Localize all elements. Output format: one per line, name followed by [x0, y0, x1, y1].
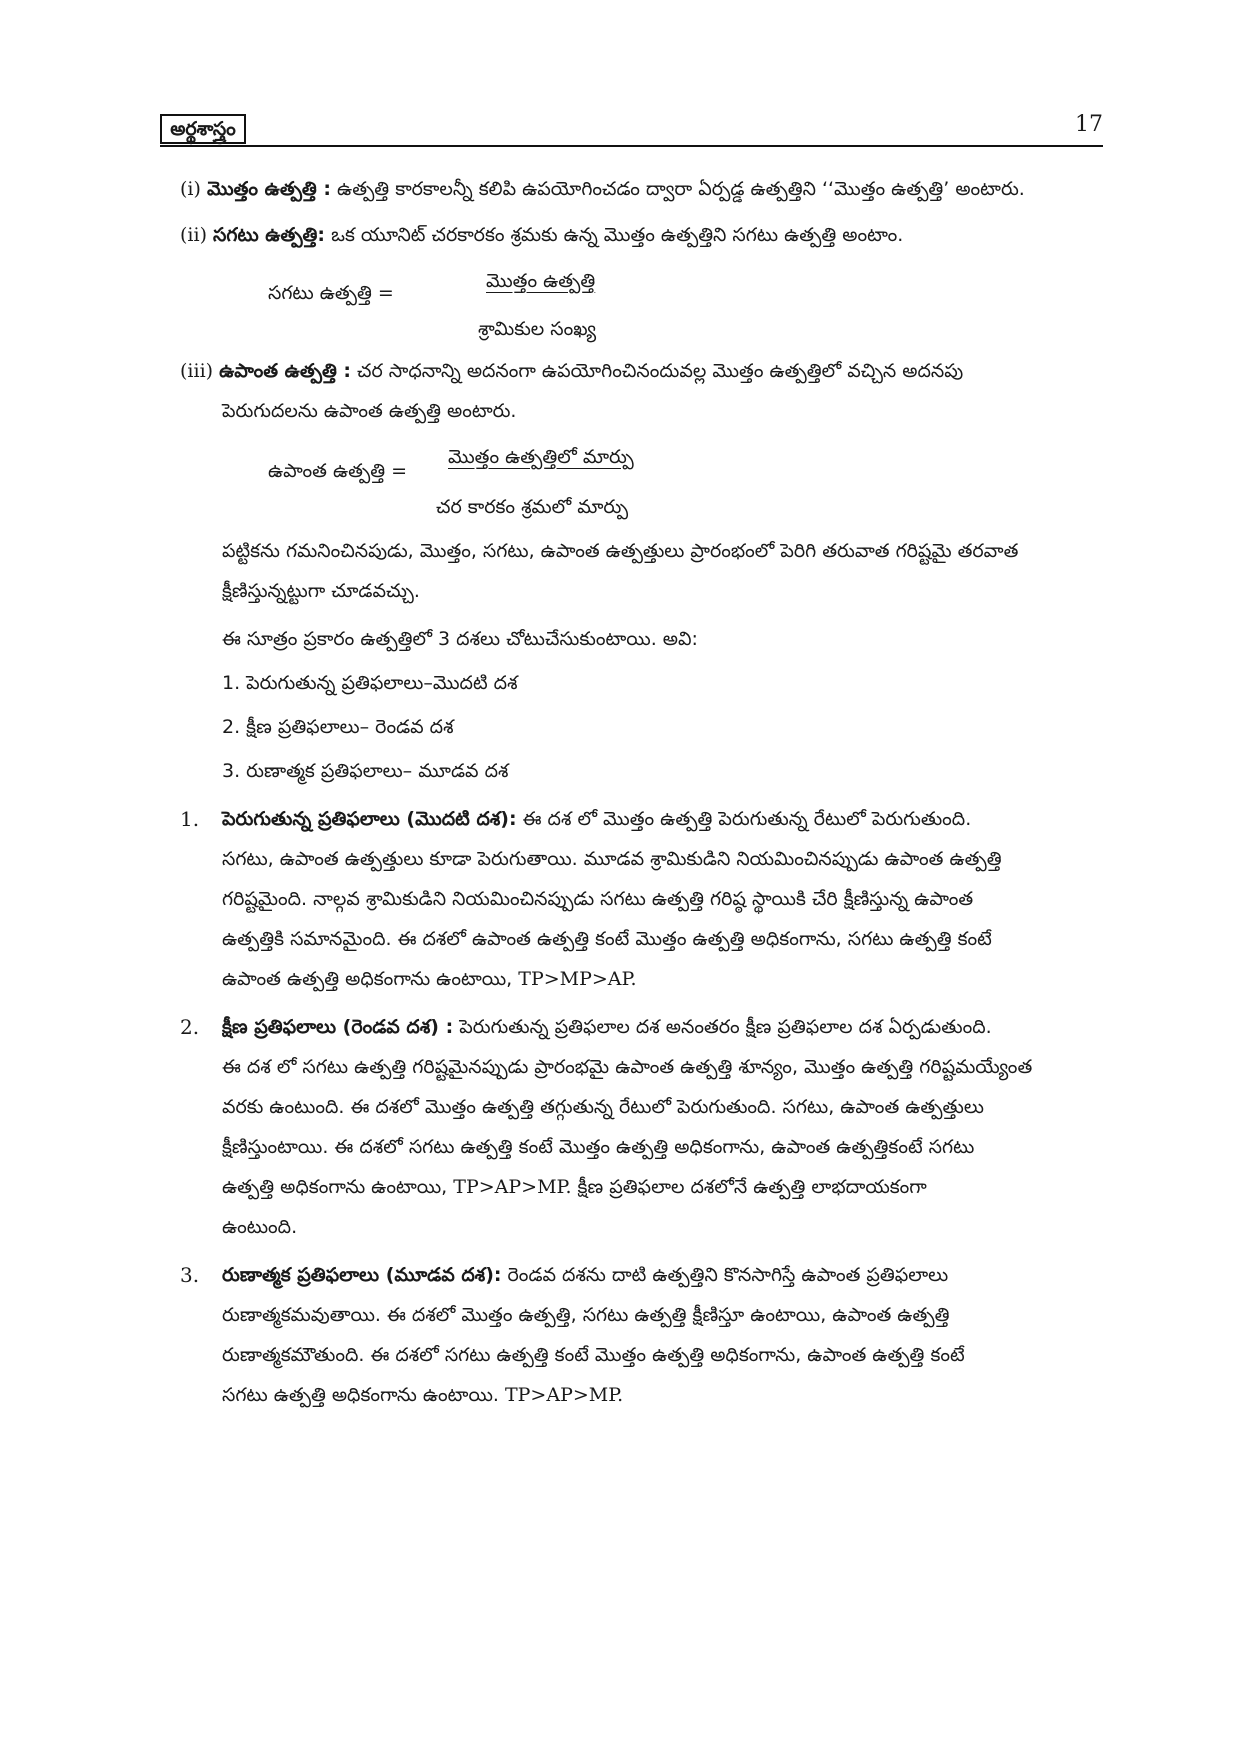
stage-number: 1. [180, 807, 200, 831]
stage-3-heading-line [222, 1262, 948, 1288]
definition-average [180, 222, 903, 248]
stage-text-line: రుణాత్మకమౌతుంది. ఈ దశలో సగటు ఉత్పత్తి కంటే మొత్తం ఉత్పత్తి అధికంగాను, ఉపాంత ఉత్పత్తి కంటే [222, 1344, 965, 1366]
stage-text-line [222, 1174, 927, 1200]
stage-text-line: ఈ దశ లో సగటు ఉత్పత్తి గరిష్టమైనప్పుడు ప్రారంభమై ఉపాంత ఉత్పత్తి శూన్యం, మొత్తం ఉత్పత్తి గరిష్టమయ్యేంత [222, 1056, 1033, 1078]
stage-number: 3. [180, 1263, 200, 1287]
stage-text-line: ఉత్పత్తికి సమానమైంది. ఈ దశలో ఉపాంత ఉత్పత్తి కంటే మొత్తం ఉత్పత్తి అధికంగాను, సగటు ఉత్పత్తి కంటే [222, 928, 992, 950]
definition-term: సగటు ఉత్పత్తి: [213, 224, 326, 246]
formula-average-numerator: మొత్తం ఉత్పత్తి [486, 270, 596, 292]
definition-term: మొత్తం ఉత్పత్తి : [206, 178, 331, 200]
stages-list-item: 1. పెరుగుతున్న ప్రతిఫలాలు–మొదటి దశ [222, 672, 518, 694]
header-rule [160, 145, 1103, 147]
definition-label: (iii) [180, 360, 214, 382]
formula-average-lhs: సగటు ఉత్పత్తి = [268, 282, 394, 304]
stages-list-item: 2. క్షీణ ప్రతిఫలాలు– రెండవ దశ [222, 716, 454, 738]
stage-2-heading-line [222, 1014, 992, 1040]
definition-text: ఒక యూనిట్ చరకారకం శ్రమకు ఉన్న మొత్తం ఉత్పత్తిని సగటు ఉత్పత్తి అంటాం. [325, 224, 904, 246]
header-title: అర్థశాస్త్రం [170, 118, 236, 140]
stage-text: సగటు ఉత్పత్తి అధికంగాను ఉంటాయి. [222, 1384, 505, 1406]
formula-marginal-lhs: ఉపాంత ఉత్పత్తి = [268, 460, 408, 482]
stage-text: క్షీణ ప్రతిఫలాల దశలోనే ఉత్పత్తి లాభదాయకంగా [571, 1176, 927, 1198]
stage-text: ఉపాంత ఉత్పత్తి అధికంగాను ఉంటాయి, [222, 968, 519, 990]
stage-number: 2. [180, 1015, 200, 1039]
stages-list-item: 3. రుణాత్మక ప్రతిఫలాలు– మూడవ దశ [222, 760, 509, 782]
page-number: 17 [1075, 112, 1103, 137]
definition-total [180, 176, 1025, 202]
stage-text: ఈ దశ లో మొత్తం ఉత్పత్తి పెరుగుతున్న రేటులో పెరుగుతుంది. [516, 808, 972, 830]
stage-relation: TP>AP>MP. [453, 1176, 572, 1198]
formula-marginal-numerator: మొత్తం ఉత్పత్తిలో మార్పు [448, 446, 634, 468]
stage-text-line: సగటు, ఉపాంత ఉత్పత్తులు కూడా పెరుగుతాయి. మూడవ శ్రామికుడిని నియమించినప్పుడు ఉపాంత ఉత్పత్తి [222, 848, 1002, 870]
stage-text: ఉత్పత్తి అధికంగాను ఉంటాయి, [222, 1176, 454, 1198]
formula-average-denominator: శ్రామికుల సంఖ్య [478, 318, 597, 340]
definition-text: ఉత్పత్తి కారకాలన్నీ కలిపి ఉపయోగించడం ద్వారా ఏర్పడ్డ ఉత్పత్తిని ‘‘మొత్తం ఉత్పత్తి’ అంటారు. [331, 178, 1025, 200]
definition-text: చర సాధనాన్ని అదనంగా ఉపయోగించినందువల్ల మొత్తం ఉత్పత్తిలో వచ్చిన అదనపు [351, 360, 964, 382]
stage-relation: TP>AP>MP. [504, 1384, 624, 1406]
definition-marginal [180, 358, 1103, 384]
stage-title: రుణాత్మక ప్రతిఫలాలు (మూడవ దశ): [222, 1264, 502, 1286]
observation-line: క్షీణిస్తున్నట్టుగా చూడవచ్చు. [222, 580, 420, 602]
definition-term: ఉపాంత ఉత్పత్తి : [219, 360, 352, 382]
stage-text-line: క్షీణిస్తుంటాయి. ఈ దశలో సగటు ఉత్పత్తి కంటే మొత్తం ఉత్పత్తి అధికంగాను, ఉపాంత ఉత్పత్తికంటే సగటు [222, 1136, 975, 1158]
stage-text-line [222, 1382, 623, 1408]
header-title-box [160, 114, 246, 144]
stage-1-heading-line [222, 806, 971, 832]
stage-text-line: రుణాత్మకమవుతాయి. ఈ దశలో మొత్తం ఉత్పత్తి, సగటు ఉత్పత్తి క్షీణిస్తూ ఉంటాయి, ఉపాంత ఉత్పత్తి [222, 1304, 950, 1326]
stage-title: క్షీణ ప్రతిఫలాలు (రెండవ దశ) : [222, 1016, 454, 1038]
stage-text-line: ఉంటుంది. [222, 1216, 298, 1238]
definition-marginal-line2: పెరుగుదలను ఉపాంత ఉత్పత్తి అంటారు. [222, 400, 517, 422]
stage-title: పెరుగుతున్న ప్రతిఫలాలు (మొదటి దశ): [222, 808, 517, 830]
stage-text-line: వరకు ఉంటుంది. ఈ దశలో మొత్తం ఉత్పత్తి తగ్గుతున్న రేటులో పెరుగుతుంది. సగటు, ఉపాంత ఉత్పత్తులు [222, 1096, 984, 1118]
stage-text: పెరుగుతున్న ప్రతిఫలాల దశ అనంతరం క్షీణ ప్రతిఫలాల దశ ఏర్పడుతుంది. [453, 1016, 992, 1038]
stage-relation: TP>MP>AP. [518, 968, 637, 990]
stage-text-line [222, 966, 637, 992]
definition-label: (i) [180, 178, 201, 200]
observation-line: ఈ సూత్రం ప్రకారం ఉత్పత్తిలో 3 దశలు చోటుచేసుకుంటాయి. అవి: [222, 628, 698, 650]
stage-text-line: గరిష్టమైంది. నాల్గవ శ్రామికుడిని నియమించినప్పుడు సగటు ఉత్పత్తి గరిష్ఠ స్థాయికి చేరి క్షీణిస్తున్న ఉపాంత [222, 888, 974, 910]
formula-marginal-denominator: చర కారకం శ్రమలో మార్పు [436, 496, 629, 518]
stage-text: రెండవ దశను దాటి ఉత్పత్తిని కొనసాగిస్తే ఉపాంత ప్రతిఫలాలు [501, 1264, 949, 1286]
observation-line: పట్టికను గమనించినపుడు, మొత్తం, సగటు, ఉపాంత ఉత్పత్తులు ప్రారంభంలో పెరిగి తరువాత గరిష్టమై తరవాత [222, 540, 1019, 562]
definition-label: (ii) [180, 224, 207, 246]
